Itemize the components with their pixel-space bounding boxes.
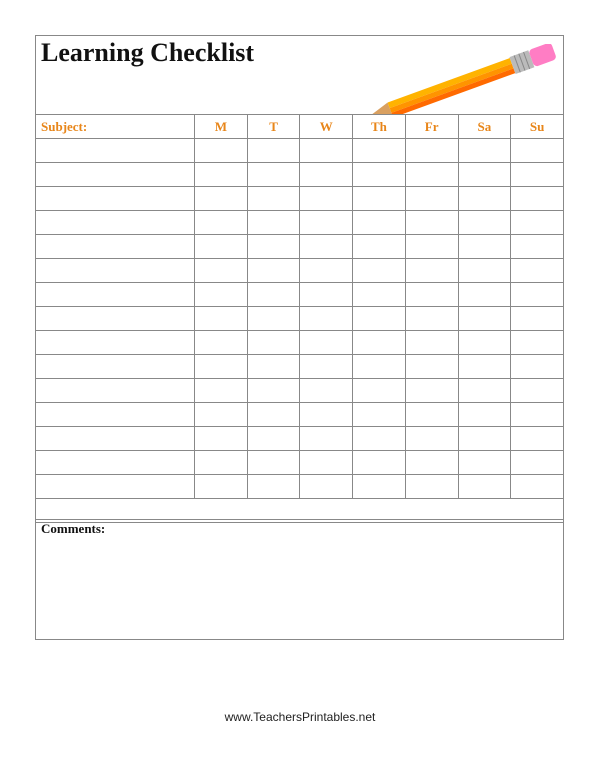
check-cell[interactable] [300,451,353,475]
check-cell[interactable] [247,403,300,427]
table-row [36,379,564,403]
check-cell[interactable] [511,451,564,475]
check-cell[interactable] [405,187,458,211]
table-row [36,139,564,163]
check-cell[interactable] [405,163,458,187]
table-row [36,403,564,427]
check-cell[interactable] [511,163,564,187]
check-cell[interactable] [353,451,406,475]
page-title: Learning Checklist [41,38,255,67]
check-cell[interactable] [247,283,300,307]
check-cell[interactable] [405,355,458,379]
check-cell[interactable] [247,307,300,331]
table-row [36,475,564,499]
check-cell[interactable] [247,331,300,355]
comments-label: Comments: [41,521,106,536]
check-cell[interactable] [353,307,406,331]
check-cell[interactable] [300,235,353,259]
check-cell[interactable] [195,331,248,355]
check-cell[interactable] [247,475,300,499]
subject-cell[interactable] [36,427,195,451]
check-cell[interactable] [300,427,353,451]
check-cell[interactable] [405,235,458,259]
table-row [36,307,564,331]
check-cell[interactable] [353,355,406,379]
check-cell[interactable] [195,403,248,427]
check-cell[interactable] [195,427,248,451]
check-cell[interactable] [458,307,511,331]
subject-cell[interactable] [36,355,195,379]
check-cell[interactable] [405,427,458,451]
day-header: Fr [405,115,458,139]
check-cell[interactable] [300,379,353,403]
check-cell[interactable] [247,451,300,475]
subject-cell[interactable] [36,403,195,427]
check-cell[interactable] [353,163,406,187]
check-cell[interactable] [195,139,248,163]
check-cell[interactable] [247,259,300,283]
check-cell[interactable] [511,283,564,307]
check-cell[interactable] [300,307,353,331]
check-cell[interactable] [511,475,564,499]
table-row [36,331,564,355]
check-cell[interactable] [353,139,406,163]
table-row [36,451,564,475]
check-cell[interactable] [353,259,406,283]
check-cell[interactable] [300,259,353,283]
check-cell[interactable] [405,259,458,283]
check-cell[interactable] [195,475,248,499]
subject-cell[interactable] [36,331,195,355]
table-row [36,187,564,211]
check-cell[interactable] [300,355,353,379]
subject-cell[interactable] [36,163,195,187]
check-cell[interactable] [511,139,564,163]
day-header: M [195,115,248,139]
check-cell[interactable] [353,475,406,499]
check-cell[interactable] [195,187,248,211]
check-cell[interactable] [195,451,248,475]
check-cell[interactable] [511,259,564,283]
check-cell[interactable] [458,211,511,235]
check-cell[interactable] [405,139,458,163]
check-cell[interactable] [511,235,564,259]
check-cell[interactable] [353,331,406,355]
check-cell[interactable] [405,451,458,475]
table-row [36,163,564,187]
check-cell[interactable] [458,427,511,451]
check-cell[interactable] [247,379,300,403]
check-cell[interactable] [353,211,406,235]
check-cell[interactable] [247,427,300,451]
day-header: W [300,115,353,139]
check-cell[interactable] [511,379,564,403]
day-header: Sa [458,115,511,139]
check-cell[interactable] [300,475,353,499]
check-cell[interactable] [458,379,511,403]
check-cell[interactable] [511,427,564,451]
table-row [36,355,564,379]
check-cell[interactable] [511,355,564,379]
subject-cell[interactable] [36,283,195,307]
subject-cell[interactable] [36,475,195,499]
checklist-sheet [35,35,564,640]
check-cell[interactable] [300,283,353,307]
check-cell[interactable] [405,331,458,355]
check-cell[interactable] [195,235,248,259]
check-cell[interactable] [353,283,406,307]
day-header: Th [353,115,406,139]
check-cell[interactable] [247,355,300,379]
comments-box[interactable] [36,519,563,641]
check-cell[interactable] [247,163,300,187]
check-cell[interactable] [511,307,564,331]
check-cell[interactable] [458,163,511,187]
check-cell[interactable] [458,259,511,283]
check-cell[interactable] [458,139,511,163]
footer-url: www.TeachersPrintables.net [224,710,376,724]
check-cell[interactable] [405,283,458,307]
check-cell[interactable] [300,211,353,235]
check-cell[interactable] [195,259,248,283]
subject-cell[interactable] [36,259,195,283]
subject-cell[interactable] [36,187,195,211]
check-cell[interactable] [353,379,406,403]
pencil-icon [356,44,566,114]
subject-cell[interactable] [36,211,195,235]
table-row [36,427,564,451]
subject-cell[interactable] [36,139,195,163]
check-cell[interactable] [458,235,511,259]
table-row [36,211,564,235]
subject-cell[interactable] [36,379,195,403]
check-cell[interactable] [511,187,564,211]
check-cell[interactable] [195,355,248,379]
check-cell[interactable] [405,211,458,235]
header-row [36,115,564,139]
check-cell[interactable] [300,163,353,187]
check-cell[interactable] [195,307,248,331]
check-cell[interactable] [353,427,406,451]
checklist-table [35,114,564,523]
subject-cell[interactable] [36,307,195,331]
check-cell[interactable] [353,187,406,211]
check-cell[interactable] [247,139,300,163]
check-cell[interactable] [247,211,300,235]
check-cell[interactable] [405,475,458,499]
check-cell[interactable] [511,331,564,355]
check-cell[interactable] [195,283,248,307]
check-cell[interactable] [458,355,511,379]
table-row [36,259,564,283]
check-cell[interactable] [195,379,248,403]
subject-cell[interactable] [36,235,195,259]
check-cell[interactable] [458,187,511,211]
check-cell[interactable] [511,403,564,427]
subject-cell[interactable] [36,451,195,475]
check-cell[interactable] [458,451,511,475]
table-row [36,283,564,307]
check-cell[interactable] [195,163,248,187]
check-cell[interactable] [458,331,511,355]
check-cell[interactable] [405,307,458,331]
check-cell[interactable] [405,379,458,403]
check-cell[interactable] [300,187,353,211]
check-cell[interactable] [405,403,458,427]
check-cell[interactable] [300,331,353,355]
check-cell[interactable] [195,211,248,235]
check-cell[interactable] [511,211,564,235]
check-cell[interactable] [458,475,511,499]
check-cell[interactable] [247,187,300,211]
check-cell[interactable] [300,403,353,427]
table-row [36,235,564,259]
day-header: Su [511,115,564,139]
check-cell[interactable] [458,403,511,427]
check-cell[interactable] [458,283,511,307]
check-cell[interactable] [353,235,406,259]
check-cell[interactable] [247,235,300,259]
check-cell[interactable] [300,139,353,163]
subject-header: Subject: [36,115,195,139]
check-cell[interactable] [353,403,406,427]
day-header: T [247,115,300,139]
